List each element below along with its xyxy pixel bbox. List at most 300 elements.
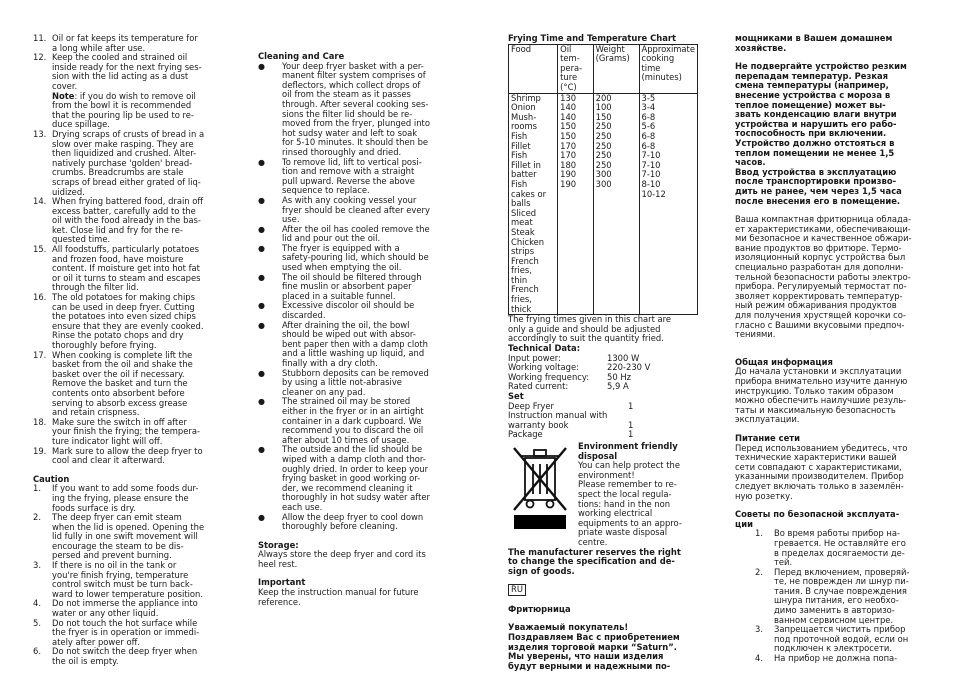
bullet-text bbox=[282, 301, 444, 320]
text-line: дить не ранее, чем через 1,5 часа bbox=[735, 185, 902, 196]
weight-value: 250 bbox=[595, 130, 612, 141]
tech-heading: Technical Data: bbox=[508, 343, 581, 354]
text-line: сети совпадают с характеристиками, bbox=[735, 461, 902, 472]
text-line: After draining the oil, the bowl bbox=[282, 319, 410, 330]
bullet-item bbox=[258, 397, 444, 445]
text-line: thoroughly before cleaning. bbox=[282, 521, 398, 532]
temps-cell bbox=[558, 93, 594, 315]
text-line: устройства и нарушить его рабо- bbox=[735, 118, 897, 129]
text-line: внесение устройства с мороза в bbox=[735, 89, 891, 100]
text-line: oughly dried. In order to keep your bbox=[282, 463, 429, 474]
eco-section bbox=[508, 442, 696, 548]
text-line: The fryer is equipped with a bbox=[282, 242, 400, 253]
food-name: Fillet in bbox=[511, 159, 541, 170]
text-line: persed and prevent burning. bbox=[52, 550, 172, 561]
weight-value: 100 bbox=[595, 102, 612, 113]
text-line: lid and pour out the oil. bbox=[282, 233, 381, 244]
text-line: fryer should be cleaned after every bbox=[282, 204, 430, 215]
food-name: Fish bbox=[511, 150, 528, 161]
text-line: pull upward. Reverse the above bbox=[282, 175, 415, 186]
weight-value: 200 bbox=[595, 92, 612, 103]
text-line: when the lid is opened. Opening the bbox=[52, 521, 205, 532]
set-row bbox=[508, 430, 696, 440]
text-line: lid fully in one swift movement will bbox=[52, 531, 198, 542]
text-line: the potatoes into even sized chips bbox=[52, 311, 196, 322]
caution-list bbox=[33, 484, 220, 666]
eco-heading bbox=[578, 442, 696, 461]
spec-value: 1300 W bbox=[607, 352, 640, 363]
text-line: cool and clear it afterward. bbox=[52, 455, 165, 466]
text-line: foods surface is dry. bbox=[52, 502, 136, 513]
food-name: fries, bbox=[511, 265, 532, 276]
text-line: Ваша компактная фритюрница облада- bbox=[735, 214, 911, 225]
weight-value: 300 bbox=[595, 178, 612, 189]
weight-value: 250 bbox=[595, 150, 612, 161]
text-line: Your deep fryer basket with a per- bbox=[282, 60, 424, 71]
text-line: the fryer is in operation or immedi- bbox=[52, 627, 200, 638]
ru-language-badge: RU bbox=[508, 584, 526, 596]
item-text bbox=[52, 619, 220, 648]
column-1 bbox=[33, 34, 220, 667]
bullet-item bbox=[258, 196, 444, 225]
item-number: 16. bbox=[33, 292, 47, 303]
item-text bbox=[52, 561, 220, 599]
spec-value: 1 bbox=[628, 429, 634, 440]
food-name: French bbox=[511, 284, 539, 295]
text-line: tion and remove with a straight bbox=[282, 166, 415, 177]
time-value: 6-8 bbox=[641, 111, 656, 122]
text-line: ket. Close lid and fry for the re- bbox=[52, 224, 183, 235]
bullet-item bbox=[258, 158, 444, 196]
time-value: 8-10 bbox=[641, 178, 661, 189]
bullet-icon: ● bbox=[258, 272, 265, 282]
text-line: should be wiped out with absor- bbox=[282, 329, 416, 340]
text-line: that the pouring lip be used to re- bbox=[52, 109, 194, 120]
bullet-item bbox=[258, 445, 444, 512]
text-line: прибора внимательно изучите данную bbox=[735, 376, 908, 386]
header-food bbox=[509, 44, 558, 93]
header-line: cooking bbox=[641, 53, 675, 64]
bullet-text bbox=[282, 513, 444, 532]
bullet-icon: ● bbox=[258, 61, 265, 71]
text-line: through. After several cooking ses- bbox=[282, 98, 429, 109]
text-line: Rinse the potato chops and dry bbox=[52, 330, 184, 341]
text-line: All foodstuffs, particularly potatoes bbox=[52, 244, 200, 255]
bullet-icon: ● bbox=[258, 243, 265, 253]
spec-key: Package bbox=[508, 429, 543, 440]
reserve-note bbox=[508, 548, 696, 577]
text-line: Поздравляем Вас с приобретением bbox=[508, 632, 680, 643]
text-line: The outside and the lid should be bbox=[282, 444, 423, 455]
text-line: Make sure the switch in off after bbox=[52, 416, 187, 427]
text-line: Remove the basket and turn the bbox=[52, 378, 188, 389]
weee-bin-icon bbox=[508, 442, 578, 534]
bullet-item bbox=[258, 513, 444, 532]
temp-value: 140 bbox=[560, 111, 577, 122]
food-name: rooms bbox=[511, 121, 538, 132]
item-number: 18. bbox=[33, 416, 47, 427]
text-line: quested time. bbox=[52, 234, 111, 245]
text-line: подключен к электросети. bbox=[774, 643, 893, 654]
text-line: control switch must be turn back- bbox=[52, 579, 193, 590]
text-line: димо заменить в авторизо- bbox=[774, 605, 895, 616]
text-line: use. bbox=[282, 214, 300, 225]
text-line: sions the filter lid should be re- bbox=[282, 108, 413, 119]
text-line: wiped with a damp cloth and thor- bbox=[282, 453, 426, 464]
weight-value: 250 bbox=[595, 159, 612, 170]
bullet-text bbox=[282, 62, 444, 158]
text-line: Oil or fat keeps its temperature for bbox=[52, 33, 198, 43]
time-value: 5-6 bbox=[641, 121, 656, 132]
food-name: Steak bbox=[511, 226, 535, 237]
bullet-icon: ● bbox=[258, 195, 265, 205]
bullet-item bbox=[258, 225, 444, 244]
header-line: pera- bbox=[560, 62, 583, 73]
ru-power-heading: Питание сети bbox=[735, 432, 801, 443]
weight-value: 250 bbox=[595, 140, 612, 151]
food-name: Mush- bbox=[511, 111, 537, 122]
text-line: Устройство должно отстояться в bbox=[735, 137, 895, 148]
bullet-icon: ● bbox=[258, 301, 265, 311]
caution-item bbox=[33, 513, 220, 561]
item-text bbox=[52, 647, 220, 666]
text-line: The old potatoes for making chips bbox=[52, 292, 195, 303]
text-line: Do not switch the deep fryer when bbox=[52, 646, 198, 657]
set-heading: Set bbox=[508, 391, 524, 401]
text-line: after about 10 times of usage. bbox=[282, 434, 410, 445]
text-line: Mark sure to allow the deep fryer to bbox=[52, 445, 203, 456]
text-line: fine muslin or absorbent paper bbox=[282, 281, 412, 292]
bullet-item bbox=[258, 62, 444, 158]
text-line: тания. В случае повреждения bbox=[774, 585, 907, 596]
text-line: If you want to add some foods dur- bbox=[52, 483, 199, 494]
text-line: bent paper then with a damp cloth bbox=[282, 338, 428, 349]
temp-value: 150 bbox=[560, 121, 577, 132]
food-name: Fillet bbox=[511, 140, 531, 151]
text-line: звать конденсацию влаги внутри bbox=[735, 109, 897, 120]
text-line: You can help protect the bbox=[578, 460, 680, 471]
text-line: content. If moisture get into hot fat bbox=[52, 263, 200, 274]
text-line: гревается. Не оставляйте его bbox=[774, 537, 906, 548]
list-item bbox=[33, 351, 220, 418]
text-line: Allow the deep fryer to cool down bbox=[282, 511, 424, 522]
item-text bbox=[52, 245, 220, 293]
tips-list bbox=[33, 34, 220, 466]
chart-title: Frying Time and Temperature Chart bbox=[508, 33, 676, 43]
weight-value: 150 bbox=[595, 111, 612, 122]
note-label: Note bbox=[52, 90, 75, 101]
item-number: 3. bbox=[755, 624, 763, 635]
bullet-icon: ● bbox=[258, 512, 265, 522]
item-number: 17. bbox=[33, 349, 47, 360]
spec-value: 220-230 V bbox=[607, 362, 651, 373]
text-line: Do not touch the hot surface while bbox=[52, 617, 198, 628]
food-name: Sliced bbox=[511, 207, 537, 218]
text-line: тей. bbox=[774, 557, 793, 568]
spec-key: Instruction manual with bbox=[508, 410, 608, 421]
text-line: you're finish frying, temperature bbox=[52, 569, 189, 580]
spec-key: Input power: bbox=[508, 352, 561, 363]
list-item bbox=[33, 130, 220, 197]
text-line: теплое помещение) может вы- bbox=[735, 99, 886, 110]
text-line: sion with the lid acting as a dust bbox=[52, 71, 189, 82]
item-text: Note: if you do wish to remove oil from the bowl it is recommended that the pouring lip be used to re- duce spillage. bbox=[52, 92, 220, 130]
safety-item bbox=[755, 654, 923, 664]
list-item bbox=[33, 92, 220, 130]
text-line: для получения хрустящей корочки со- bbox=[735, 310, 906, 321]
text-line: специально разработан для дополни- bbox=[735, 262, 904, 273]
safety-item bbox=[755, 529, 923, 567]
text-line: excess batter, carefully add to the bbox=[52, 205, 196, 216]
temp-value: 140 bbox=[560, 102, 577, 113]
text-line: Keep the instruction manual for future bbox=[258, 587, 419, 598]
text-line: used when emptying the oil. bbox=[282, 262, 402, 273]
text-line: гласно с Вашими вкусовыми предпоч- bbox=[735, 319, 905, 330]
spec-key: warranty book bbox=[508, 419, 569, 430]
text-line: from the bowl it is recommended bbox=[52, 100, 192, 111]
time-value: 6-8 bbox=[641, 140, 656, 151]
frying-chart-table bbox=[508, 44, 698, 316]
text-line: and retain crispness. bbox=[52, 407, 140, 418]
list-item bbox=[33, 53, 220, 91]
text-line: The oil should be filtered through bbox=[282, 271, 422, 282]
text-line: der, we recommend cleaning it bbox=[282, 482, 413, 493]
time-value: 3-4 bbox=[641, 102, 656, 113]
time-value: 7-10 bbox=[641, 169, 661, 180]
spec-value: 1 bbox=[628, 419, 634, 430]
text-line: те, не поврежден ли шнур пи- bbox=[774, 576, 909, 587]
caution-heading: Caution bbox=[33, 473, 70, 484]
item-text bbox=[774, 654, 923, 664]
text-line: natively purchase 'golden' bread- bbox=[52, 157, 193, 168]
text-line: Excessive discolor oil should be bbox=[282, 300, 415, 311]
bullet-item bbox=[258, 369, 444, 398]
text-line: тениями. bbox=[735, 329, 776, 340]
text-line: slow over make rasping. They are bbox=[52, 138, 194, 149]
column-4 bbox=[735, 34, 923, 664]
text-line: перепадам температур. Резкая bbox=[735, 70, 889, 81]
food-name: French bbox=[511, 255, 539, 266]
item-number: 1. bbox=[755, 528, 763, 539]
header-line: (minutes) bbox=[641, 72, 682, 83]
text-line: equipments to an appro- bbox=[578, 517, 682, 528]
text-line: a long while after use. bbox=[52, 42, 146, 53]
text-line: placed in a suitable funnel. bbox=[282, 290, 396, 301]
text-line: basket from the oil and shake the bbox=[52, 359, 193, 370]
header-line: Oil bbox=[560, 43, 572, 54]
food-name: thick bbox=[511, 303, 532, 314]
text-line: deflectors, which collect drops of bbox=[282, 79, 421, 90]
text-line: Советы по безопасной эксплуата- bbox=[735, 509, 900, 520]
text-line: Во время работы прибор на- bbox=[774, 528, 900, 539]
text-line: working electrical bbox=[578, 508, 653, 519]
caution-item bbox=[33, 619, 220, 648]
header-line: (°C) bbox=[560, 81, 577, 92]
item-text bbox=[52, 599, 220, 618]
item-number: 1. bbox=[33, 483, 41, 494]
text-line: Перед включением, проверяй- bbox=[774, 566, 910, 577]
text-line: recommend you to discard the oil bbox=[282, 425, 424, 436]
caution-item bbox=[33, 561, 220, 599]
text-line: crumbs. Breadcrumbs are stale bbox=[52, 167, 184, 178]
text-line: ing the frying, please ensure the bbox=[52, 492, 189, 503]
text-line: в пределах досягаемости де- bbox=[774, 547, 905, 558]
text-line: Запрещается чистить прибор bbox=[774, 624, 906, 635]
weights-cell bbox=[593, 93, 639, 315]
text-line: thoroughly in hot sudsy water after bbox=[282, 492, 430, 503]
header-time bbox=[639, 44, 698, 93]
text-line: oil from the steam as it passes bbox=[282, 89, 411, 100]
ru-safety-list bbox=[735, 529, 923, 663]
text-line: If there is no oil in the tank or bbox=[52, 560, 177, 571]
temp-value: 190 bbox=[560, 178, 577, 189]
text-line: после внесения его в помещение. bbox=[735, 195, 901, 206]
text-line: Stubborn deposits can be removed bbox=[282, 367, 429, 378]
item-number: 15. bbox=[33, 244, 47, 255]
item-text bbox=[52, 53, 220, 91]
text-line: Do not immerse the appliance into bbox=[52, 598, 198, 609]
food-name: Chicken bbox=[511, 236, 545, 247]
text-line: технические характеристики вашей bbox=[735, 452, 897, 463]
text-line: duce spillage. bbox=[52, 119, 110, 130]
text-line: scraps of bread either grated of liq- bbox=[52, 176, 201, 187]
item-number: 4. bbox=[33, 598, 41, 609]
food-name: thin bbox=[511, 274, 528, 285]
item-number: 13. bbox=[33, 128, 47, 139]
item-text bbox=[52, 513, 220, 561]
ru-power-text bbox=[735, 444, 923, 502]
header-line: Food bbox=[511, 43, 532, 54]
text-line: reference. bbox=[258, 596, 301, 607]
text-line: мощниками в Вашем домашнем bbox=[735, 33, 893, 43]
text-line: for 5-10 minutes. It should then be bbox=[282, 137, 429, 148]
bullet-text bbox=[282, 158, 444, 196]
item-number: 4. bbox=[755, 653, 763, 664]
important-heading: Important bbox=[258, 577, 306, 588]
text-line: тоспособность при включении. bbox=[735, 128, 887, 139]
item-text bbox=[52, 418, 220, 447]
text-line: spect the local regula- bbox=[578, 488, 672, 499]
weight-value: 250 bbox=[595, 121, 612, 132]
text-line: часов. bbox=[735, 157, 766, 168]
text-line: под проточной водой, если он bbox=[774, 633, 909, 644]
text-line: эксплуатации. bbox=[735, 414, 800, 425]
text-line: contents onto absorbent before bbox=[52, 387, 185, 398]
ru-title: Фритюрница bbox=[508, 603, 571, 614]
temp-value: 130 bbox=[560, 92, 577, 103]
text-line: ванном сервисном центре. bbox=[774, 614, 894, 625]
text-line: by using a little not-abrasive bbox=[282, 377, 402, 388]
text-line: finally with a dry cloth. bbox=[282, 358, 378, 368]
text-line: only a guide and should be adjusted bbox=[508, 323, 661, 334]
set-list bbox=[508, 402, 696, 440]
text-line: ции bbox=[735, 518, 753, 529]
tech-data bbox=[508, 354, 696, 392]
item-number: 2. bbox=[755, 566, 763, 577]
text-line: будут верными и надежными по- bbox=[508, 660, 671, 671]
caution-item bbox=[33, 484, 220, 513]
food-name: strips bbox=[511, 246, 535, 257]
bullet-text bbox=[282, 273, 444, 302]
text-line: инструкцию. Только таким образом bbox=[735, 385, 894, 396]
tech-row bbox=[508, 382, 696, 392]
text-line: sequence to replace. bbox=[282, 185, 370, 196]
text-line: Не подвергайте устройство резким bbox=[735, 61, 907, 72]
item-number: 19. bbox=[33, 445, 47, 456]
bullet-text bbox=[282, 321, 444, 369]
cleaning-heading: Cleaning and Care bbox=[258, 51, 345, 61]
ru-general-heading: Общая информация bbox=[735, 356, 833, 367]
text-line: Мы уверены, что наши изделия bbox=[508, 651, 664, 662]
text-line: cleaner on any pad. bbox=[282, 386, 366, 397]
text-line: Перед использованием убедитесь, что bbox=[735, 442, 908, 453]
text-line: your finish the frying; the tempera- bbox=[52, 426, 200, 437]
text-line: ately after power off. bbox=[52, 636, 141, 647]
caution-item bbox=[33, 647, 220, 666]
column-3 bbox=[508, 34, 696, 671]
bullet-item bbox=[258, 244, 444, 273]
text-line: шнура питания, его необхо- bbox=[774, 595, 899, 606]
important-text bbox=[258, 588, 444, 607]
header-line: ture bbox=[560, 72, 578, 83]
text-line: ет характеристиками, обеспечивающи- bbox=[735, 223, 911, 234]
eco-text bbox=[578, 461, 696, 547]
text-line: After the oil has cooled remove the bbox=[282, 223, 430, 234]
header-temp bbox=[558, 44, 594, 93]
spec-key: Working frequency: bbox=[508, 371, 590, 382]
item-text bbox=[52, 34, 220, 53]
text-line: rinsed thoroughly and dried. bbox=[282, 146, 402, 157]
item-text bbox=[774, 529, 923, 567]
temp-value: 180 bbox=[560, 159, 577, 170]
item-number: 12. bbox=[33, 52, 47, 63]
header-line: Weight bbox=[595, 43, 625, 54]
ru-greeting bbox=[508, 623, 696, 671]
item-number: 5. bbox=[33, 617, 41, 628]
spec-value: 1 bbox=[628, 400, 634, 411]
text-line: safety-pouring lid, which should be bbox=[282, 252, 429, 263]
bullet-item bbox=[258, 273, 444, 302]
bullet-icon: ● bbox=[258, 320, 265, 330]
bullet-item bbox=[258, 301, 444, 320]
text-line: then liquidized and crushed. Alter- bbox=[52, 148, 197, 159]
text-line: Keep the cooled and strained oil bbox=[52, 52, 188, 63]
temp-value: 170 bbox=[560, 150, 577, 161]
text-line: sign of goods. bbox=[508, 565, 575, 576]
time-value: 7-10 bbox=[641, 150, 661, 161]
item-text bbox=[52, 293, 220, 351]
food-name: cakes or bbox=[511, 188, 547, 199]
column-2 bbox=[258, 34, 444, 607]
text-line: oil with the food already in the bas- bbox=[52, 215, 201, 226]
text-line: When frying battered food, drain off bbox=[52, 196, 204, 207]
item-text bbox=[52, 197, 220, 245]
spec-key: Deep Fryer bbox=[508, 400, 554, 411]
header-line: (Grams) bbox=[595, 53, 630, 64]
temp-value: 170 bbox=[560, 140, 577, 151]
text-line: frying basket in good working or- bbox=[282, 473, 421, 484]
chart-note bbox=[508, 315, 696, 344]
item-number: 14. bbox=[33, 196, 47, 207]
text-line: Drying scraps of crusts of bread in a bbox=[52, 128, 205, 139]
text-line: inside ready for the next frying ses- bbox=[52, 61, 202, 72]
ru-general-text bbox=[735, 367, 923, 425]
foods-cell bbox=[509, 93, 558, 315]
safety-item bbox=[755, 568, 923, 626]
caution-item bbox=[33, 599, 220, 618]
time-value: 7-10 bbox=[641, 159, 661, 170]
item-text bbox=[52, 130, 220, 197]
